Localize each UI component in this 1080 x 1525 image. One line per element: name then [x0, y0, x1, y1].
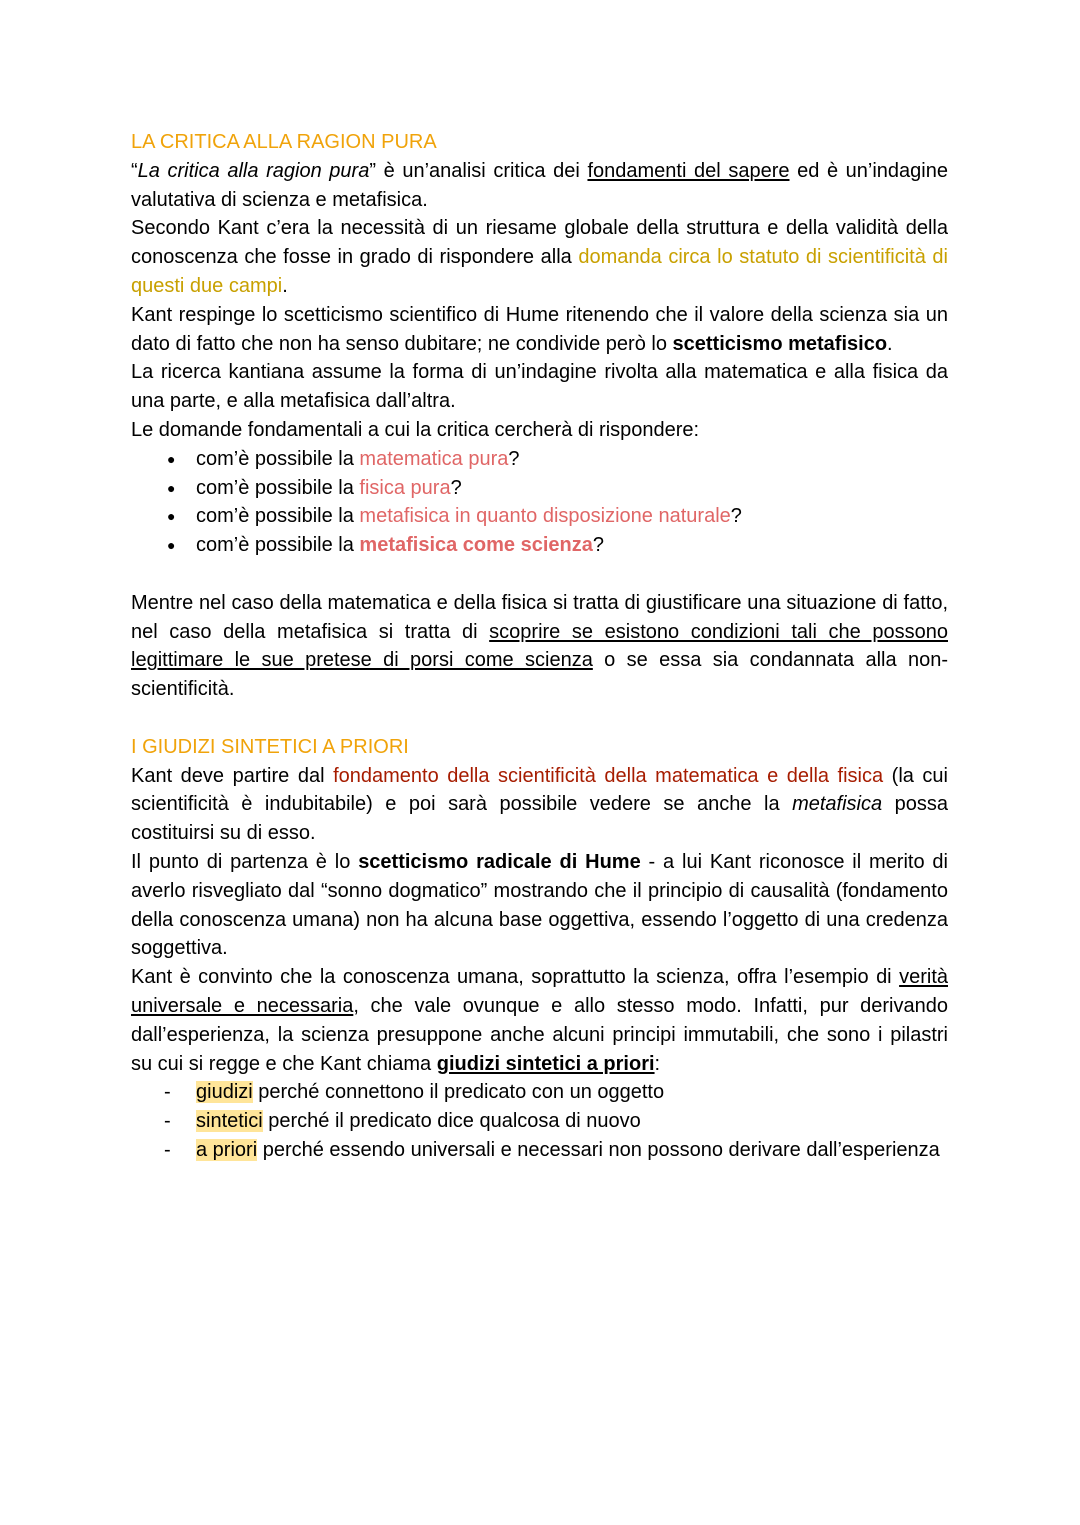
text: : — [654, 1052, 661, 1075]
list-item — [131, 445, 948, 474]
spacer — [131, 560, 948, 589]
text: ? — [730, 505, 742, 528]
colored-phrase: metafisica in quanto disposizione naturale — [359, 505, 731, 528]
text: o se essa sia condannata alla non-scientificità. — [131, 649, 948, 701]
questions-list — [131, 445, 948, 560]
bold-underlined-phrase: giudizi sintetici a priori — [436, 1052, 655, 1075]
dash-marker: - — [164, 1110, 171, 1133]
text: perché il predicato dice qualcosa di nuovo — [262, 1110, 641, 1133]
judgments-list — [131, 1078, 948, 1164]
paragraph-hume — [131, 301, 948, 359]
paragraph-conoscenza — [131, 963, 948, 1078]
paragraph-metafisica — [131, 589, 948, 704]
underlined-phrase: fondamenti del sapere — [587, 159, 790, 182]
bullet-icon: ● — [167, 479, 176, 496]
text: possa costituirsi su di esso. — [131, 793, 948, 845]
list-item — [131, 1136, 948, 1165]
text: ed è un’indagine valutativa di scienza e metafisica. — [131, 159, 948, 211]
text: , che vale ovunque e allo stesso modo. Infatti, pur derivando dall’esperienza, la scienza presuppone anche alcuni principi immutabili, che sono i pilastri su cui si regge e che Kant chiama — [131, 994, 948, 1075]
text: - a lui Kant riconosce il merito di averlo risvegliato dal “sonno dogmatico” mostrando che il principio di causalità (fondamento della conoscenza umana) non ha alcuna base oggettiva, essendo l’oggetto di una credenza soggettiva. — [131, 850, 948, 960]
text: com’è possibile la — [196, 447, 360, 470]
colored-phrase: matematica pura — [359, 447, 509, 470]
paragraph-domande: Le domande fondamentali a cui la critica cercherà di rispondere: — [131, 418, 700, 441]
text: ? — [592, 534, 605, 557]
quote-open: “ — [131, 159, 138, 182]
paragraph-scetticismo — [131, 848, 948, 963]
bullet-icon: ● — [167, 537, 176, 554]
list-item — [131, 531, 948, 560]
document-page — [131, 128, 948, 1165]
italic-word: metafisica — [792, 793, 883, 816]
paragraph-riesame — [131, 214, 948, 300]
text: com’è possibile la — [196, 476, 360, 499]
colored-phrase: fondamento della scientificità della matematica e della fisica — [333, 764, 884, 787]
bold-phrase: scetticismo metafisico — [672, 332, 888, 355]
text: (la cui scientificità è indubitabile) e poi sarà possibile vedere se anche la — [131, 764, 948, 816]
text: perché connettono il predicato con un oggetto — [252, 1081, 665, 1104]
text: com’è possibile la — [196, 505, 360, 528]
text: Kant respinge lo scetticismo scientifico di Hume ritenendo che il valore della scienza sia un dato di fatto che non ha senso dubitare; ne condivide però lo — [131, 303, 948, 355]
text: com’è possibile la — [196, 534, 360, 557]
colored-bold-phrase: metafisica come scienza — [359, 534, 593, 557]
paragraph-intro — [131, 157, 948, 215]
paragraph-ricerca: La ricerca kantiana assume la forma di un’indagine rivolta alla matematica e alla fisica da una parte, e alla metafisica dall’altra. — [131, 361, 948, 413]
text: . — [282, 274, 288, 297]
underlined-phrase: verità universale e necessaria — [131, 966, 948, 1017]
list-item — [131, 1078, 948, 1107]
text: Kant è convinto che la conoscenza umana, soprattutto la scienza, offra l’esempio di — [131, 966, 900, 989]
dash-marker: - — [164, 1138, 171, 1161]
highlighted-term: giudizi — [196, 1081, 253, 1104]
section-heading-giudizi: I GIUDIZI SINTETICI A PRIORI — [131, 735, 409, 758]
bold-phrase: scetticismo radicale di Hume — [358, 850, 641, 873]
bullet-icon: ● — [167, 450, 176, 467]
list-item — [131, 1107, 948, 1136]
dash-marker: - — [164, 1081, 171, 1104]
text: ? — [450, 476, 462, 499]
text: Mentre nel caso della matematica e della fisica si tratta di giustificare una situazione di fatto, nel caso della metafisica si tratta di — [131, 591, 948, 643]
spacer — [131, 704, 948, 733]
underlined-phrase: scoprire se esistono condizioni tali che possono legittimare le sue pretese di porsi come scienza — [131, 620, 948, 672]
list-item — [131, 502, 948, 531]
text: Kant deve partire dal — [131, 764, 334, 787]
bullet-icon: ● — [167, 508, 176, 525]
text: Il punto di partenza è lo — [131, 850, 359, 873]
text: . — [887, 332, 893, 355]
text: perché essendo universali e necessari non possono derivare dall’esperienza — [257, 1138, 940, 1161]
text: è un’analisi critica dei — [376, 159, 588, 182]
highlighted-term: sintetici — [196, 1110, 263, 1133]
section-heading-critica: LA CRITICA ALLA RAGION PURA — [131, 131, 437, 153]
text: ? — [508, 447, 520, 470]
quote-close: ” — [369, 159, 376, 182]
paragraph-fondamento — [131, 762, 948, 848]
highlighted-phrase: domanda circa lo statuto di scientificità di questi due campi — [131, 246, 948, 297]
list-item — [131, 474, 948, 503]
text: Secondo Kant c’era la necessità di un riesame globale della struttura e della validità della conoscenza che fosse in grado di rispondere alla — [131, 217, 948, 269]
highlighted-term: a priori — [196, 1138, 258, 1161]
colored-phrase: fisica pura — [359, 476, 451, 499]
title-italic: La critica alla ragion pura — [137, 159, 370, 182]
